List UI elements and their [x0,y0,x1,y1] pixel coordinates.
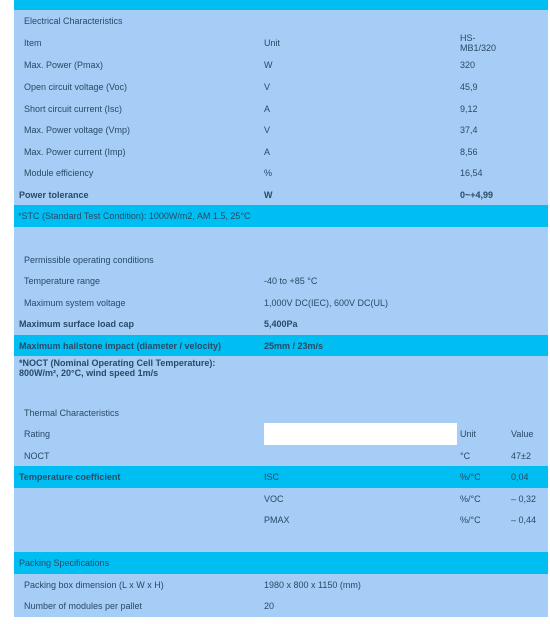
row-value: 37,4 [460,125,478,135]
electrical-header-row [14,31,548,54]
row-item: Maximum surface load cap [19,319,135,329]
spacer-row [14,380,548,402]
row-item: Maximum hailstone impact (diameter / velocity) [19,340,222,351]
thermal-section-title: Thermal Characteristics [24,407,120,418]
row-item: Max. Power current (Imp) [24,146,126,157]
noct-note: *NOCT (Nominal Operating Cell Temperature): 800W/m², 20°C, wind speed 1m/s [19,358,216,378]
row-value: – 0,32 [511,493,537,504]
header-value: Value [511,429,534,439]
electrical-row-pmax [14,54,548,76]
row-value: 25mm / 23m/s [264,340,324,351]
row-unit: W [264,60,273,70]
thermal-row-noct [14,445,548,466]
row-item: Packing box dimension (L x W x H) [24,579,164,590]
packing-section-title-row [14,552,548,574]
header-rating: Rating [24,429,51,439]
operating-row-temperature [14,270,548,292]
row-item: Temperature range [24,276,101,286]
electrical-row-voc [14,76,548,98]
thermal-header-row [14,423,548,445]
row-value: 1,000V DC(IEC), 600V DC(UL) [264,297,389,308]
header-unit: Unit [264,37,281,48]
row-item: Max. Power (Pmax) [24,60,104,70]
row-value: 16,54 [460,168,483,178]
row-item: Max. Power voltage (Vmp) [24,125,131,135]
row-item: Number of modules per pallet [24,601,143,611]
operating-row-load [14,313,548,335]
stc-note-row [14,205,548,227]
row-unit: %/°C [460,472,481,482]
row-value: 47±2 [511,450,531,461]
operating-section-title: Permissible operating conditions [24,254,154,265]
row-item: Short circuit current (Isc) [24,103,123,114]
row-label: NOCT [24,450,50,461]
row-unit: V [264,125,271,135]
row-value: 45,9 [460,82,478,92]
spacer-row [14,531,548,552]
electrical-section-title-row [14,10,548,31]
header-model: HS- MB1/320 [460,32,497,53]
row-value: 20 [264,601,275,611]
packing-row-modules [14,595,548,617]
electrical-row-efficiency [14,162,548,184]
row-value: 0~+4,99 [460,189,494,200]
thermal-row-isc [14,466,548,488]
row-param: PMAX [264,515,290,525]
electrical-section-title: Electrical Characteristics [24,15,123,26]
row-unit: %/°C [460,493,481,504]
row-item: Open circuit voltage (Voc) [24,82,128,92]
row-value: 8,56 [460,146,478,157]
row-unit: % [264,168,273,178]
thermal-row-pmax [14,509,548,531]
row-unit: W [264,189,273,200]
row-value: – 0,44 [511,515,537,525]
row-item: Power tolerance [19,189,89,200]
blank-cell [264,423,457,445]
thermal-row-voc [14,488,548,509]
row-unit: °C [460,450,471,461]
header-unit: Unit [460,429,477,439]
operating-row-voltage [14,292,548,313]
electrical-row-tolerance [14,184,548,205]
coefficient-label: Temperature coefficient [19,472,121,482]
packing-row-dimension [14,574,548,595]
row-value: 1980 x 800 x 1150 (mm) [264,579,361,590]
row-value: 320 [460,60,476,70]
noct-note-row [14,356,548,380]
row-unit: A [264,103,271,114]
row-unit: A [264,146,271,157]
thermal-section-title-row [14,402,548,423]
electrical-row-imp [14,141,548,162]
row-param: VOC [264,493,284,504]
electrical-row-vmp [14,119,548,141]
spacer-row [14,227,548,249]
row-value: 5,400Pa [264,319,298,329]
row-item: Module efficiency [24,168,94,178]
electrical-row-isc [14,98,548,119]
row-item: Maximum system voltage [24,297,126,308]
packing-section-title: Packing Specifications [19,558,110,568]
row-unit: V [264,82,271,92]
row-value: -40 to +85 °C [264,276,318,286]
top-band [14,0,548,10]
row-value: 0,04 [511,472,529,482]
row-unit: %/°C [460,515,481,525]
stc-note: *STC (Standard Test Condition): 1000W/m2, AM 1.5, 25°C [18,211,251,221]
row-param: ISC [264,472,280,482]
row-value: 9,12 [460,103,478,114]
header-item: Item [24,37,42,48]
operating-section-title-row [14,249,548,270]
operating-row-hailstone [14,335,548,356]
